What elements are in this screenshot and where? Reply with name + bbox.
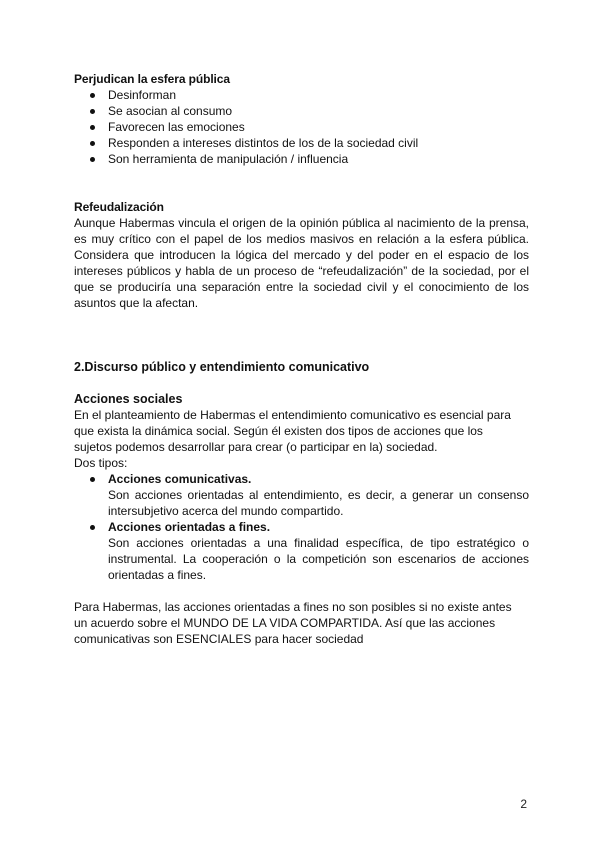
list-item-text: Favorecen las emociones bbox=[108, 120, 245, 134]
closing-paragraph bbox=[74, 599, 529, 647]
intro-line: En el planteamiento de Habermas el entendimiento comunicativo es esencial para bbox=[74, 408, 511, 422]
list-item-text: Son herramienta de manipulación / influencia bbox=[108, 152, 349, 166]
bullet-icon bbox=[90, 125, 95, 130]
bullet-icon bbox=[90, 157, 95, 162]
bullet-icon bbox=[90, 141, 95, 146]
type-item bbox=[74, 471, 529, 519]
bullet-list bbox=[74, 87, 529, 167]
list-item bbox=[74, 151, 529, 167]
type-description: Son acciones orientadas a una finalidad específica, de tipo estratégico o instrumental. La cooperación o la competición son escenarios de acciones orientadas a fines. bbox=[108, 536, 529, 582]
list-item-text: Desinforman bbox=[108, 88, 177, 102]
type-title: Acciones orientadas a fines. bbox=[108, 520, 271, 534]
section-discurso bbox=[74, 359, 529, 375]
bullet-icon bbox=[90, 109, 95, 114]
list-item bbox=[74, 119, 529, 135]
section-perjudican bbox=[74, 71, 529, 167]
type-item bbox=[74, 519, 529, 583]
paragraph: Aunque Habermas vincula el origen de la opinión pública al nacimiento de la prensa, es muy crítico con el papel de los medios masivos en relación a la esfera pública. Considera que introducen la lógica del mercado y del poder en el espacio de los intereses públicos y habla de un proceso de “refeudalización” de la sociedad, por el que se produciría una separación entre la sociedad civil y el conocimiento de los asuntos que la afectan. bbox=[74, 216, 529, 310]
intro-line: sujetos podemos desarrollar para crear (o participar en la) sociedad. bbox=[74, 440, 438, 454]
closing-line: Para Habermas, las acciones orientadas a fines no son posibles si no existe antes bbox=[74, 600, 512, 614]
list-item-text: Responden a intereses distintos de los de la sociedad civil bbox=[108, 136, 419, 150]
section-refeudalizacion bbox=[74, 199, 529, 311]
closing-line: un acuerdo sobre el MUNDO DE LA VIDA COMPARTIDA. Así que las acciones bbox=[74, 616, 496, 630]
type-description: Son acciones orientadas al entendimiento, es decir, a generar un consenso intersubjetivo acerca del mundo compartido. bbox=[108, 488, 529, 518]
types-list bbox=[74, 471, 529, 583]
bullet-icon bbox=[90, 525, 95, 530]
section-acciones-sociales bbox=[74, 391, 529, 583]
intro-line: Dos tipos: bbox=[74, 456, 128, 470]
intro-line: que exista la dinámica social. Según él existen dos tipos de acciones que los bbox=[74, 424, 483, 438]
section-heading: Refeudalización bbox=[74, 200, 164, 214]
list-item bbox=[74, 87, 529, 103]
list-item bbox=[74, 103, 529, 119]
type-title: Acciones comunicativas. bbox=[108, 472, 252, 486]
closing-line: comunicativas son ESENCIALES para hacer sociedad bbox=[74, 632, 364, 646]
list-item bbox=[74, 135, 529, 151]
page-number: 2 bbox=[520, 797, 527, 811]
chapter-heading: 2.Discurso público y entendimiento comunicativo bbox=[74, 360, 370, 374]
bullet-icon bbox=[90, 93, 95, 98]
subsection-heading: Acciones sociales bbox=[74, 392, 183, 406]
bullet-icon bbox=[90, 477, 95, 482]
section-heading: Perjudican la esfera pública bbox=[74, 72, 230, 86]
list-item-text: Se asocian al consumo bbox=[108, 104, 233, 118]
